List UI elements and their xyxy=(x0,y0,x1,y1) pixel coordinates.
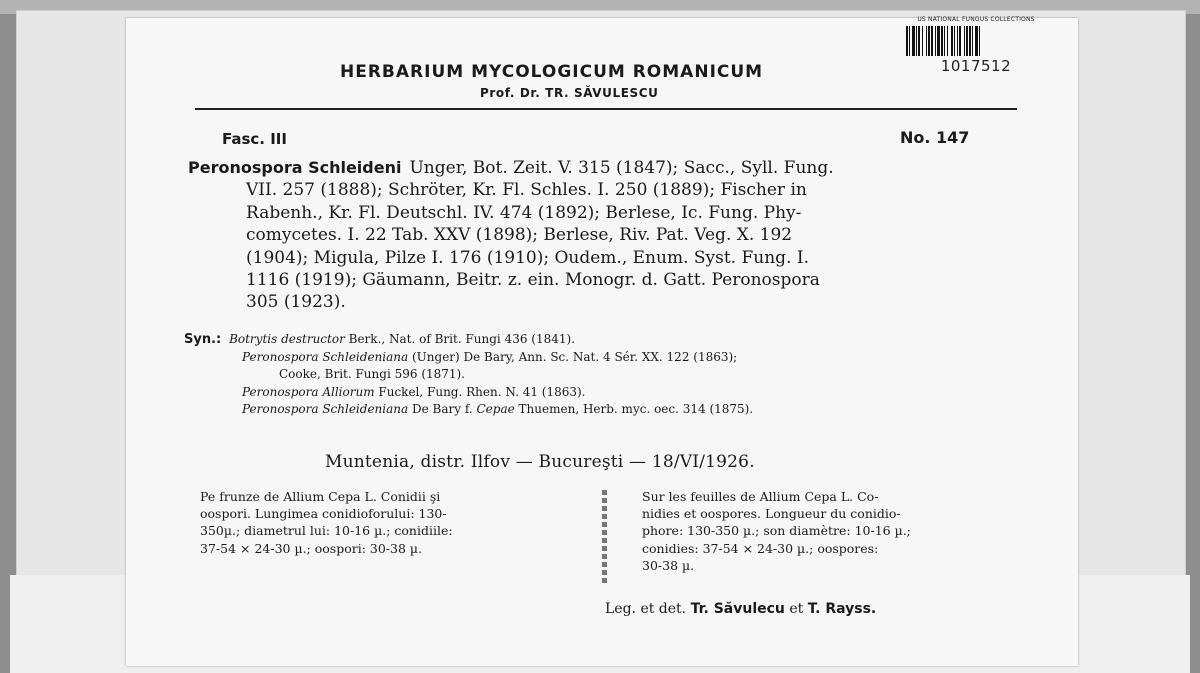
synonyms xyxy=(184,331,1034,419)
synonym-citation: Thuemen, Herb. myc. oec. 314 (1875). xyxy=(518,402,754,416)
citation-line: 305 (1923). xyxy=(246,292,346,313)
description-line: oospori. Lungimea conidioforului: 130- xyxy=(200,506,447,522)
herbarium-subtitle: Prof. Dr. TR. SĂVULESCU xyxy=(480,86,659,100)
description-line: phore: 130-350 µ.; son diamètre: 10-16 µ.; xyxy=(642,523,911,539)
citation-line: 1116 (1919); Gäumann, Beitr. z. ein. Monogr. d. Gatt. Peronospora xyxy=(246,270,820,291)
citation-line: Rabenh., Kr. Fl. Deutschl. IV. 474 (1892); Berlese, Ic. Fung. Phy- xyxy=(246,202,802,223)
collectors-joiner: et xyxy=(789,601,804,617)
synonym-line xyxy=(184,349,1034,367)
description-french xyxy=(642,488,1014,574)
citation-line: VII. 257 (1888); Schröter, Kr. Fl. Schles. I. 250 (1889); Fischer in xyxy=(246,180,807,201)
synonym-form-name: Cepae xyxy=(476,402,515,416)
synonym-citation: (Unger) De Bary, Ann. Sc. Nat. 4 Sér. XX. 122 (1863); xyxy=(411,349,738,364)
species-name: Peronospora Schleideni xyxy=(188,158,402,177)
synonym-name: Peronospora Schleideniana xyxy=(242,349,409,364)
description-line: nidies et oospores. Longueur du conidio- xyxy=(642,506,901,522)
species-citation xyxy=(188,157,1022,314)
synonym-line xyxy=(184,331,1034,349)
herbarium-title: HERBARIUM MYCOLOGICUM ROMANICUM xyxy=(340,62,764,82)
synonym-name: Peronospora Alliorum xyxy=(242,384,375,399)
synonym-line xyxy=(184,366,1034,384)
collector-name: Tr. Săvulecu xyxy=(690,601,785,617)
citation-line xyxy=(188,157,1022,179)
description-romanian xyxy=(200,488,572,557)
header-rule xyxy=(195,108,1017,110)
synonym-citation: Fuckel, Fung. Rhen. N. 41 (1863). xyxy=(378,384,586,399)
synonyms-label: Syn.: xyxy=(184,332,222,347)
citation-text: Unger, Bot. Zeit. V. 315 (1847); Sacc., Syll. Fung. xyxy=(409,158,834,178)
synonym-line xyxy=(184,401,1034,419)
description-line: Pe frunze de Allium Cepa L. Conidii şi xyxy=(200,489,441,504)
barcode-number: 1017512 xyxy=(940,57,1012,75)
fascicle-label: Fasc. III xyxy=(222,130,287,148)
synonym-citation: De Bary f. xyxy=(411,402,473,416)
collector-name: T. Rayss. xyxy=(807,601,877,617)
synonym-line xyxy=(184,384,1034,402)
barcode-block xyxy=(906,16,1046,75)
barcode-stripe xyxy=(980,26,982,56)
collectors-prefix: Leg. et det. xyxy=(605,601,687,617)
synonym-citation: Cooke, Brit. Fungi 596 (1871). xyxy=(279,367,466,381)
column-divider xyxy=(602,490,607,586)
description-line: 37-54 × 24-30 µ.; oospori: 30-38 µ. xyxy=(200,540,423,556)
description-line: conidies: 37-54 × 24-30 µ.; oospores: xyxy=(642,540,879,556)
citation-line: (1904); Migula, Pilze I. 176 (1910); Oudem., Enum. Syst. Fung. I. xyxy=(246,247,809,268)
description-line: 30-38 µ. xyxy=(642,557,695,573)
synonym-name: Botrytis destructor xyxy=(229,332,345,346)
barcode-icon xyxy=(906,26,1046,56)
collectors-line xyxy=(605,601,876,617)
description-line: Sur les feuilles de Allium Cepa L. Co- xyxy=(642,489,879,504)
specimen-number: No. 147 xyxy=(900,128,970,147)
synonym-citation: Berk., Nat. of Brit. Fungi 436 (1841). xyxy=(348,332,575,346)
citation-line: comycetes. I. 22 Tab. XXV (1898); Berlese, Riv. Pat. Veg. X. 192 xyxy=(246,225,793,246)
description-line: 350µ.; diametrul lui: 10-16 µ.; conidiile: xyxy=(200,523,453,539)
barcode-caption: US NATIONAL FUNGUS COLLECTIONS xyxy=(917,16,1035,23)
synonym-name: Peronospora Schleideniana xyxy=(242,402,409,416)
collection-locality: Muntenia, distr. Ilfov — Bucureşti — 18/VI/1926. xyxy=(325,452,755,472)
